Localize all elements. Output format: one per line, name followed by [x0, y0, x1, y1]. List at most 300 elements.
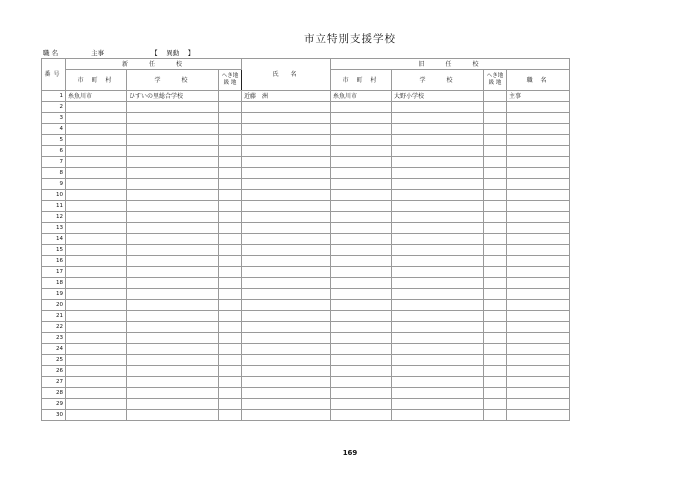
- new-school-cell: [127, 256, 219, 267]
- header-old-remote: へき地 級 地: [484, 70, 507, 91]
- old-remote-cell: [484, 344, 507, 355]
- table-row: [42, 289, 570, 300]
- old-school-cell: [392, 278, 484, 289]
- name-cell: [242, 399, 331, 410]
- old-city-cell: [331, 135, 392, 146]
- row-number: 16: [42, 256, 66, 267]
- old-school-cell: [392, 146, 484, 157]
- new-city-cell: [66, 157, 127, 168]
- name-cell: [242, 113, 331, 124]
- position-cell: [507, 223, 570, 234]
- new-school-cell: [127, 344, 219, 355]
- name-cell: [242, 333, 331, 344]
- row-number: 7: [42, 157, 66, 168]
- table-row: [42, 102, 570, 113]
- old-remote-cell: [484, 267, 507, 278]
- new-school-cell: [127, 355, 219, 366]
- header-old-school-name: 学 校: [392, 70, 484, 91]
- old-city-cell: [331, 113, 392, 124]
- new-school-cell: [127, 168, 219, 179]
- header-name: 氏 名: [242, 59, 331, 91]
- old-school-cell: [392, 333, 484, 344]
- header-new-school-name: 学 校: [127, 70, 219, 91]
- row-number: 3: [42, 113, 66, 124]
- name-cell: [242, 157, 331, 168]
- new-city-cell: [66, 377, 127, 388]
- position-cell: [507, 234, 570, 245]
- position-cell: [507, 102, 570, 113]
- table-row: [42, 267, 570, 278]
- name-cell: [242, 135, 331, 146]
- row-number: 24: [42, 344, 66, 355]
- row-number: 2: [42, 102, 66, 113]
- new-remote-cell: [219, 102, 242, 113]
- name-cell: [242, 212, 331, 223]
- new-remote-cell: [219, 267, 242, 278]
- new-school-cell: [127, 102, 219, 113]
- position-cell: [507, 201, 570, 212]
- name-cell: [242, 410, 331, 421]
- name-cell: [242, 124, 331, 135]
- old-school-cell: [392, 300, 484, 311]
- table-row: [42, 410, 570, 421]
- position-cell: [507, 333, 570, 344]
- old-remote-cell: [484, 179, 507, 190]
- header-new-remote: へき地 級 地: [219, 70, 242, 91]
- old-city-cell: [331, 289, 392, 300]
- new-school-cell: [127, 223, 219, 234]
- name-cell: [242, 355, 331, 366]
- name-cell: [242, 300, 331, 311]
- table-row: [42, 201, 570, 212]
- new-school-cell: [127, 388, 219, 399]
- header-new-school: 新 任 校: [66, 59, 242, 70]
- new-school-cell: [127, 410, 219, 421]
- old-school-cell: [392, 124, 484, 135]
- table-row: [42, 300, 570, 311]
- position-cell: [507, 124, 570, 135]
- old-city-cell: [331, 234, 392, 245]
- new-remote-cell: [219, 278, 242, 289]
- new-remote-cell: [219, 212, 242, 223]
- new-school-cell: [127, 278, 219, 289]
- table-row: [42, 146, 570, 157]
- table-row: [42, 311, 570, 322]
- new-school-cell: [127, 157, 219, 168]
- old-city-cell: [331, 212, 392, 223]
- old-school-cell: [392, 344, 484, 355]
- old-school-cell: [392, 157, 484, 168]
- position-label: 職 名: [43, 49, 59, 57]
- position-cell: [507, 179, 570, 190]
- old-remote-cell: [484, 300, 507, 311]
- position-cell: [507, 410, 570, 421]
- name-cell: [242, 311, 331, 322]
- new-school-cell: [127, 366, 219, 377]
- new-school-cell: [127, 377, 219, 388]
- old-remote-cell: [484, 190, 507, 201]
- old-city-cell: [331, 146, 392, 157]
- old-city-cell: [331, 245, 392, 256]
- old-remote-cell: [484, 322, 507, 333]
- new-school-cell: [127, 245, 219, 256]
- old-city-cell: [331, 168, 392, 179]
- row-number: 9: [42, 179, 66, 190]
- table-row: [42, 333, 570, 344]
- old-school-cell: [392, 179, 484, 190]
- old-remote-cell: [484, 289, 507, 300]
- new-remote-cell: [219, 168, 242, 179]
- old-remote-cell: [484, 245, 507, 256]
- old-city-cell: [331, 388, 392, 399]
- new-city-cell: [66, 333, 127, 344]
- new-school-cell: ひすいの里総合学校: [127, 91, 219, 102]
- new-city-cell: [66, 289, 127, 300]
- old-city-cell: [331, 201, 392, 212]
- row-number: 13: [42, 223, 66, 234]
- old-school-cell: [392, 190, 484, 201]
- table-row: [42, 355, 570, 366]
- new-school-cell: [127, 267, 219, 278]
- new-city-cell: [66, 223, 127, 234]
- name-cell: [242, 223, 331, 234]
- old-remote-cell: [484, 113, 507, 124]
- row-number: 5: [42, 135, 66, 146]
- new-remote-cell: [219, 355, 242, 366]
- old-remote-cell: [484, 124, 507, 135]
- new-city-cell: [66, 355, 127, 366]
- old-city-cell: [331, 333, 392, 344]
- new-city-cell: [66, 135, 127, 146]
- new-city-cell: [66, 388, 127, 399]
- old-remote-cell: [484, 355, 507, 366]
- new-city-cell: [66, 344, 127, 355]
- new-school-cell: [127, 300, 219, 311]
- old-city-cell: [331, 223, 392, 234]
- name-cell: [242, 322, 331, 333]
- table-row: [42, 157, 570, 168]
- new-school-cell: [127, 113, 219, 124]
- old-remote-cell: [484, 278, 507, 289]
- new-remote-cell: [219, 245, 242, 256]
- table-row: [42, 113, 570, 124]
- old-school-cell: [392, 410, 484, 421]
- new-city-cell: [66, 300, 127, 311]
- header-new-city: 市 町 村: [66, 70, 127, 91]
- name-cell: [242, 179, 331, 190]
- row-number: 10: [42, 190, 66, 201]
- new-city-cell: [66, 267, 127, 278]
- new-school-cell: [127, 311, 219, 322]
- new-city-cell: [66, 366, 127, 377]
- row-number: 23: [42, 333, 66, 344]
- new-school-cell: [127, 399, 219, 410]
- table-row: [42, 366, 570, 377]
- new-city-cell: [66, 322, 127, 333]
- new-remote-cell: [219, 377, 242, 388]
- new-city-cell: [66, 399, 127, 410]
- new-remote-cell: [219, 388, 242, 399]
- new-school-cell: [127, 212, 219, 223]
- new-remote-cell: [219, 201, 242, 212]
- new-school-cell: [127, 124, 219, 135]
- new-remote-cell: [219, 410, 242, 421]
- old-remote-cell: [484, 399, 507, 410]
- name-cell: [242, 190, 331, 201]
- row-number: 28: [42, 388, 66, 399]
- new-remote-cell: [219, 399, 242, 410]
- position-cell: [507, 146, 570, 157]
- old-city-cell: [331, 344, 392, 355]
- old-school-cell: [392, 377, 484, 388]
- position-cell: [507, 377, 570, 388]
- row-number: 12: [42, 212, 66, 223]
- old-remote-cell: [484, 388, 507, 399]
- table-row: [42, 179, 570, 190]
- position-cell: [507, 168, 570, 179]
- row-number: 30: [42, 410, 66, 421]
- row-number: 14: [42, 234, 66, 245]
- row-number: 17: [42, 267, 66, 278]
- table-row: [42, 399, 570, 410]
- new-school-cell: [127, 289, 219, 300]
- new-school-cell: [127, 234, 219, 245]
- new-remote-cell: [219, 344, 242, 355]
- row-number: 19: [42, 289, 66, 300]
- new-city-cell: [66, 311, 127, 322]
- row-number: 27: [42, 377, 66, 388]
- new-city-cell: [66, 179, 127, 190]
- page-number: 169: [342, 449, 358, 457]
- page-title: 市立特別支援学校: [304, 33, 396, 45]
- new-remote-cell: [219, 157, 242, 168]
- name-cell: [242, 245, 331, 256]
- table-row: [42, 212, 570, 223]
- old-remote-cell: [484, 311, 507, 322]
- position-cell: [507, 322, 570, 333]
- new-school-cell: [127, 333, 219, 344]
- old-school-cell: [392, 168, 484, 179]
- old-school-cell: [392, 234, 484, 245]
- new-remote-cell: [219, 179, 242, 190]
- old-city-cell: [331, 399, 392, 410]
- old-school-cell: [392, 388, 484, 399]
- new-remote-cell: [219, 223, 242, 234]
- old-school-cell: [392, 366, 484, 377]
- old-remote-cell: [484, 146, 507, 157]
- new-city-cell: [66, 124, 127, 135]
- old-school-cell: [392, 311, 484, 322]
- old-school-cell: 大野小学校: [392, 91, 484, 102]
- old-city-cell: [331, 179, 392, 190]
- old-city-cell: [331, 278, 392, 289]
- new-remote-cell: [219, 366, 242, 377]
- table-row: [42, 190, 570, 201]
- position-cell: [507, 190, 570, 201]
- old-city-cell: [331, 410, 392, 421]
- header-number: 番号: [42, 59, 66, 91]
- old-school-cell: [392, 256, 484, 267]
- new-city-cell: [66, 212, 127, 223]
- old-city-cell: [331, 300, 392, 311]
- new-city-cell: [66, 113, 127, 124]
- position-cell: [507, 289, 570, 300]
- new-remote-cell: [219, 124, 242, 135]
- position-cell: [507, 399, 570, 410]
- name-cell: [242, 201, 331, 212]
- name-cell: [242, 102, 331, 113]
- table-row: [42, 124, 570, 135]
- old-city-cell: [331, 366, 392, 377]
- old-school-cell: [392, 201, 484, 212]
- table-row: [42, 322, 570, 333]
- new-school-cell: [127, 190, 219, 201]
- table-row: [42, 234, 570, 245]
- old-city-cell: [331, 377, 392, 388]
- new-remote-cell: [219, 322, 242, 333]
- row-number: 15: [42, 245, 66, 256]
- row-number: 11: [42, 201, 66, 212]
- position-cell: [507, 366, 570, 377]
- name-cell: 近藤 洲: [242, 91, 331, 102]
- new-city-cell: [66, 234, 127, 245]
- name-cell: [242, 168, 331, 179]
- new-school-cell: [127, 179, 219, 190]
- table-row: [42, 223, 570, 234]
- table-row: [42, 344, 570, 355]
- new-remote-cell: [219, 135, 242, 146]
- name-cell: [242, 146, 331, 157]
- new-remote-cell: [219, 300, 242, 311]
- row-number: 4: [42, 124, 66, 135]
- new-city-cell: [66, 201, 127, 212]
- position-cell: [507, 355, 570, 366]
- old-school-cell: [392, 322, 484, 333]
- table-row: [42, 388, 570, 399]
- table-row: [42, 168, 570, 179]
- new-school-cell: [127, 135, 219, 146]
- row-number: 20: [42, 300, 66, 311]
- old-remote-cell: [484, 256, 507, 267]
- old-remote-cell: [484, 223, 507, 234]
- old-remote-cell: [484, 157, 507, 168]
- new-city-cell: 糸魚川市: [66, 91, 127, 102]
- row-number: 21: [42, 311, 66, 322]
- position-cell: [507, 311, 570, 322]
- old-school-cell: [392, 223, 484, 234]
- row-number: 22: [42, 322, 66, 333]
- old-remote-cell: [484, 333, 507, 344]
- name-cell: [242, 278, 331, 289]
- old-remote-cell: [484, 377, 507, 388]
- row-number: 29: [42, 399, 66, 410]
- new-remote-cell: [219, 311, 242, 322]
- name-cell: [242, 256, 331, 267]
- old-city-cell: 糸魚川市: [331, 91, 392, 102]
- row-number: 6: [42, 146, 66, 157]
- old-remote-cell: [484, 102, 507, 113]
- new-city-cell: [66, 168, 127, 179]
- old-city-cell: [331, 124, 392, 135]
- new-city-cell: [66, 256, 127, 267]
- position-cell: [507, 212, 570, 223]
- old-school-cell: [392, 102, 484, 113]
- old-school-cell: [392, 267, 484, 278]
- old-remote-cell: [484, 168, 507, 179]
- old-school-cell: [392, 289, 484, 300]
- name-cell: [242, 234, 331, 245]
- old-school-cell: [392, 355, 484, 366]
- new-remote-cell: [219, 256, 242, 267]
- position-cell: [507, 157, 570, 168]
- old-remote-cell: [484, 201, 507, 212]
- new-remote-cell: [219, 146, 242, 157]
- position-cell: [507, 245, 570, 256]
- position-cell: 主事: [507, 91, 570, 102]
- old-remote-cell: [484, 91, 507, 102]
- position-cell: [507, 113, 570, 124]
- table-row: [42, 245, 570, 256]
- position-cell: [507, 278, 570, 289]
- row-number: 18: [42, 278, 66, 289]
- new-city-cell: [66, 102, 127, 113]
- new-city-cell: [66, 245, 127, 256]
- table-row: [42, 377, 570, 388]
- transfer-table: [41, 58, 570, 421]
- new-remote-cell: [219, 234, 242, 245]
- old-city-cell: [331, 355, 392, 366]
- old-city-cell: [331, 102, 392, 113]
- new-school-cell: [127, 146, 219, 157]
- new-school-cell: [127, 322, 219, 333]
- old-city-cell: [331, 322, 392, 333]
- old-school-cell: [392, 135, 484, 146]
- new-city-cell: [66, 190, 127, 201]
- new-remote-cell: [219, 113, 242, 124]
- new-remote-cell: [219, 190, 242, 201]
- old-city-cell: [331, 157, 392, 168]
- table-row: [42, 278, 570, 289]
- old-city-cell: [331, 267, 392, 278]
- category-label: 【 異動 】: [151, 49, 195, 57]
- old-remote-cell: [484, 410, 507, 421]
- position-cell: [507, 300, 570, 311]
- old-school-cell: [392, 399, 484, 410]
- new-remote-cell: [219, 289, 242, 300]
- table-row: [42, 256, 570, 267]
- new-remote-cell: [219, 91, 242, 102]
- old-school-cell: [392, 212, 484, 223]
- position-value: 主事: [91, 49, 105, 57]
- header-position: 職 名: [507, 70, 570, 91]
- position-cell: [507, 267, 570, 278]
- position-cell: [507, 388, 570, 399]
- row-number: 26: [42, 366, 66, 377]
- old-school-cell: [392, 113, 484, 124]
- header-old-city: 市 町 村: [331, 70, 392, 91]
- old-remote-cell: [484, 234, 507, 245]
- name-cell: [242, 289, 331, 300]
- new-city-cell: [66, 410, 127, 421]
- table-row: [42, 91, 570, 102]
- position-cell: [507, 135, 570, 146]
- table-row: [42, 135, 570, 146]
- old-city-cell: [331, 311, 392, 322]
- header-meta: [43, 48, 194, 57]
- old-city-cell: [331, 190, 392, 201]
- name-cell: [242, 377, 331, 388]
- new-city-cell: [66, 278, 127, 289]
